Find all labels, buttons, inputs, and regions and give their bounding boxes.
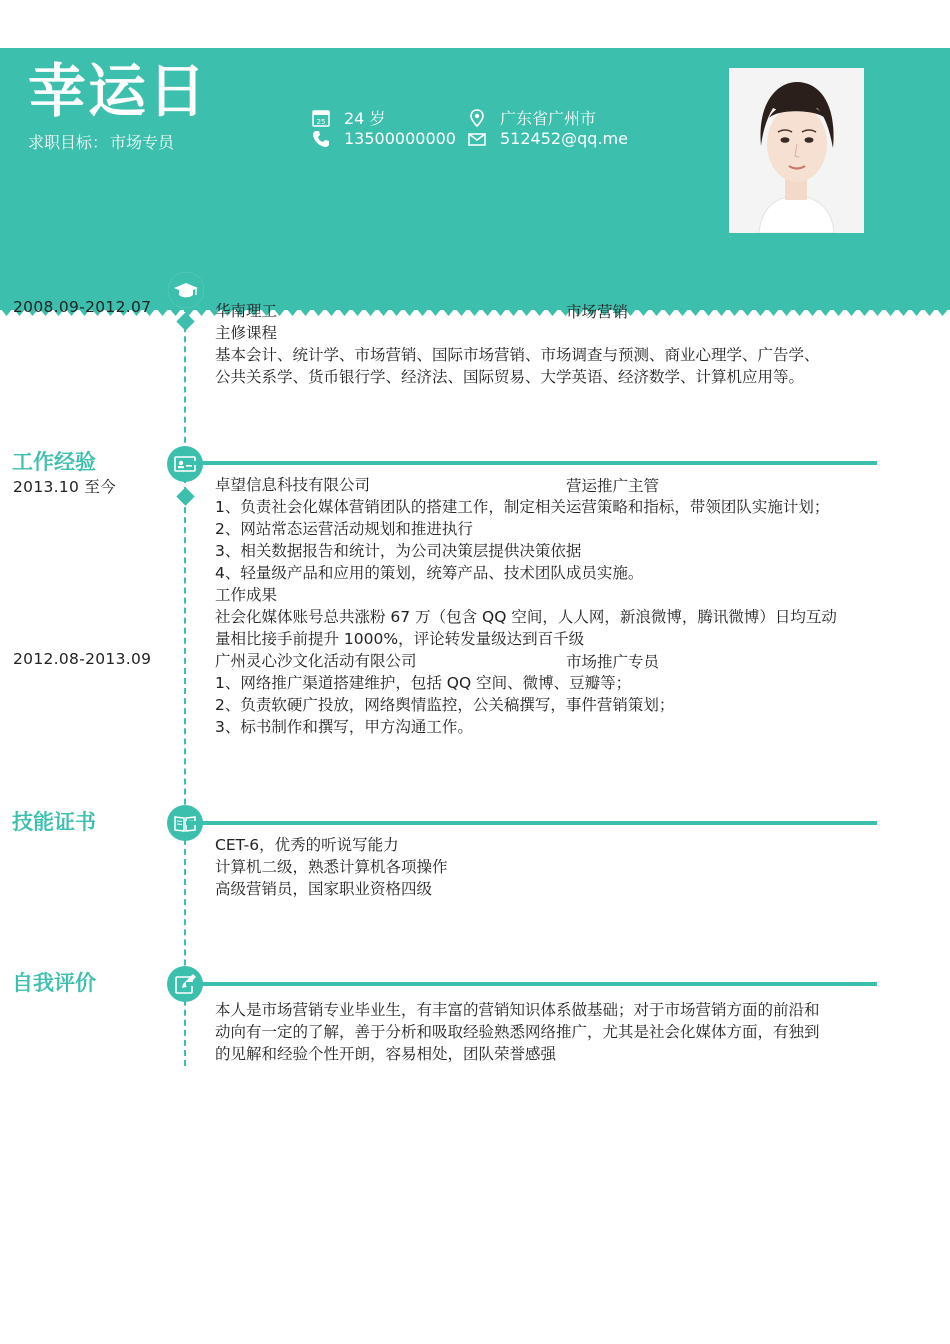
- job-duty-line: 2、负责软硬广投放，网络舆情监控，公关稿撰写，事件营销策划；: [215, 696, 675, 714]
- courses-label: 主修课程: [215, 324, 278, 342]
- section-divider-self: [186, 982, 877, 986]
- phone-info: [312, 129, 456, 148]
- skill-line: 计算机二级，熟悉计算机各项操作: [215, 858, 448, 876]
- objective-label: 求职目标：: [28, 133, 109, 152]
- job-marker: [176, 487, 194, 505]
- age-info: [312, 106, 385, 129]
- job-duty-line: 1、网络推广渠道搭建维护，包括 QQ 空间、微博、豆瓣等；: [215, 674, 632, 692]
- self-eval-line: 的见解和经验个性开朗，容易相处，团队荣誉感强: [215, 1045, 557, 1063]
- self-eval-line: 本人是市场营销专业毕业生，有丰富的营销知识体系做基础；对于市场营销方面的前沿和: [215, 1001, 820, 1019]
- calendar-icon: [312, 109, 330, 127]
- objective-value: 市场专员: [110, 133, 175, 152]
- courses-line: 基本会计、统计学、市场营销、国际市场营销、市场调查与预测、商业心理学、广告学、: [215, 346, 820, 364]
- section-divider-work: [186, 461, 877, 465]
- job-role: 营运推广主管: [566, 477, 660, 495]
- job-achievement-label: 工作成果: [215, 586, 278, 604]
- education-major: 市场营销: [566, 303, 629, 321]
- job-company: 卓望信息科技有限公司: [215, 476, 371, 494]
- age-text: 24 岁: [344, 109, 386, 128]
- courses-line: 公共关系学、货币银行学、经济法、国际贸易、大学英语、经济数学、计算机应用等。: [215, 368, 805, 386]
- skill-line: CET-6，优秀的听说写能力: [215, 836, 399, 854]
- section-title-work: 工作经验: [12, 450, 96, 474]
- education-school: 华南理工: [215, 302, 278, 320]
- section-divider-skills: [186, 821, 877, 825]
- self-eval-line: 动向有一定的了解，善于分析和吸取经验熟悉网络推广，尤其是社会化媒体方面，有独到: [215, 1023, 820, 1041]
- job-duty-line: 1、负责社会化媒体营销团队的搭建工作，制定相关运营策略和指标，带领团队实施计划；: [215, 498, 830, 516]
- job-duty-line: 4、轻量级产品和应用的策划，统筹产品、技术团队成员实施。: [215, 564, 644, 582]
- email-text: 512452@qq.me: [500, 129, 628, 148]
- graduation-cap-icon: [168, 272, 204, 308]
- calendar-icon-number: 25: [316, 117, 326, 126]
- location-text: 广东省广州市: [500, 109, 597, 128]
- job-date: 2012.08-2013.09: [13, 650, 152, 668]
- section-title-skills: 技能证书: [12, 810, 96, 834]
- location-pin-icon: [468, 109, 486, 127]
- section-title-self: 自我评价: [12, 971, 96, 995]
- email-info: [468, 129, 628, 148]
- phone-text: 13500000000: [344, 129, 456, 148]
- job-objective: [28, 130, 176, 153]
- skill-line: 高级营销员，国家职业资格四级: [215, 880, 433, 898]
- job-company: 广州灵心沙文化活动有限公司: [215, 652, 417, 670]
- job-role: 市场推广专员: [566, 653, 660, 671]
- envelope-icon: [468, 130, 486, 148]
- job-achievement-line: 量相比接手前提升 1000%，评论转发量级达到百千级: [215, 630, 585, 648]
- job-achievement-line: 社会化媒体账号总共涨粉 67 万（包含 QQ 空间，人人网，新浪微博，腾讯微博）日均互动: [215, 608, 837, 626]
- job-duty-line: 2、网站常态运营活动规划和推进执行: [215, 520, 473, 538]
- job-duty-line: 3、相关数据报告和统计，为公司决策层提供决策依据: [215, 542, 582, 560]
- job-duty-line: 3、标书制作和撰写，甲方沟通工作。: [215, 718, 473, 736]
- timeline-line: [184, 296, 186, 1066]
- candidate-name: 幸运日: [28, 57, 209, 125]
- location-info: [468, 106, 596, 129]
- profile-photo: [729, 68, 864, 233]
- job-date: 2013.10 至今: [13, 478, 117, 496]
- phone-icon: [312, 130, 330, 148]
- education-date: 2008.09-2012.07: [13, 298, 152, 316]
